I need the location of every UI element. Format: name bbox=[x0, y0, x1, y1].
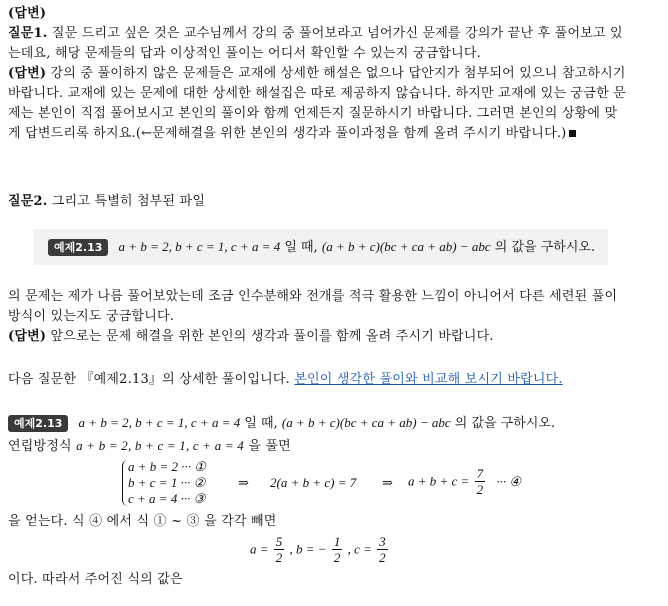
fraction-a: $\frac{5}{2}$ bbox=[275, 534, 283, 565]
sum-equation: 2(a + b + c) = 7 bbox=[270, 475, 357, 490]
answer1-line1: (답변) 강의 중 풀이하지 않은 문제들은 교재에 상세한 해설은 없으나 답안지가 첨부되어 있으니 참고하시기 bbox=[8, 66, 626, 81]
arrow-1: ⇒ bbox=[238, 475, 249, 490]
equation-system bbox=[128, 459, 206, 507]
equation-2: b + c = 1 ··· ② bbox=[128, 475, 206, 490]
example-badge: 예제2.13 bbox=[48, 239, 108, 256]
answer2-line: (답변) 앞으로는 문제 해결을 위한 본인의 생각과 풀이를 함께 올려 주시기 바랍니다. bbox=[8, 329, 494, 344]
example-statement-1: 예제2.13 a + b = 2, b + c = 1, c + a = 4 일 때, (a + b + c)(bc + ca + ab) − abc 의 값을 구하시오. bbox=[48, 238, 595, 257]
answer2-label: (답변) bbox=[8, 329, 47, 344]
answer1-line2: 바랍니다. 교재에 있는 문제에 대한 상세한 해설집은 따로 제공하지 않습니다. 하지만 교재에 있는 궁금한 문 bbox=[8, 86, 626, 101]
example-statement-2: 예제2.13 a + b = 2, b + c = 1, c + a = 4 일 때, (a + b + c)(bc + ca + ab) − abc 의 값을 구하시오. bbox=[8, 414, 555, 433]
answer1-line4: 게 답변드리록 하지요.(←문제해결을 위한 본인의 생각과 풀이과정을 함께 올려 주시기 바랍니다.) bbox=[8, 124, 576, 144]
followup-line2: 방식이 있는지도 궁금합니다. bbox=[8, 309, 175, 324]
answer-heading: (답변) bbox=[8, 6, 47, 21]
fraction-c: $\frac{3}{2}$ bbox=[379, 534, 386, 565]
sum-result: a + b + c = $\frac{7}{2}$ ··· ④ bbox=[408, 466, 521, 497]
question1-label: 질문1. bbox=[8, 26, 48, 41]
question1-line2: 는데요, 해당 문제들의 답과 이상적인 풀이는 어디서 확인할 수 있는지 궁금합니다. bbox=[8, 46, 482, 61]
fraction-seven-halves: $\frac{7}{2}$ bbox=[476, 466, 484, 497]
solution-intro-link[interactable]: 본인이 생각한 풀이와 비교해 보시기 바랍니다. bbox=[294, 372, 563, 387]
end-mark bbox=[569, 130, 576, 137]
fraction-b: $\frac{1}{2}$ bbox=[333, 534, 341, 565]
answer1-line3: 제는 본인이 직접 풀어보시고 본인의 풀이와 함께 언제든지 질문하시기 바랍니다. 그러면 본인의 상황에 맞 bbox=[8, 106, 618, 121]
example-badge: 예제2.13 bbox=[8, 415, 68, 432]
subtract-line: 을 얻는다. 식 ④ 에서 식 ① ~ ③ 을 각각 빼면 bbox=[8, 514, 277, 529]
followup-line1: 의 문제는 제가 나름 풀어보았는데 조금 인수분해와 전개를 적극 활용한 느낌이 아니어서 다른 세련된 풀이 bbox=[8, 289, 618, 304]
question2-line: 질문2. 그리고 특별히 첨부된 파일 bbox=[8, 194, 206, 209]
equation-3: c + a = 4 ··· ③ bbox=[128, 491, 206, 506]
question2-label: 질문2. bbox=[8, 194, 48, 209]
arrow-2: ⇒ bbox=[382, 475, 393, 490]
system-intro: 연립방정식 a + b = 2, b + c = 1, c + a = 4 을 풀면 bbox=[8, 438, 291, 454]
question1-line1: 질문1. 질문 드리고 싶은 것은 교수님께서 강의 중 풀어보라고 넘어가신 문제를 강의가 끝난 후 풀어보고 있 bbox=[8, 26, 623, 41]
answer1-label: (답변) bbox=[8, 66, 47, 81]
values-line: a = $\frac{5}{2}$ , b = − $\frac{1}{2}$ , c = $\frac{3}{2}$ bbox=[250, 534, 386, 565]
closing-line: 이다. 따라서 주어진 식의 값은 bbox=[8, 572, 183, 587]
solution-intro: 다음 질문한 『예제2.13』의 상세한 풀이입니다. 본인이 생각한 풀이와 비교해 보시기 바랍니다. bbox=[8, 372, 563, 387]
equation-1: a + b = 2 ··· ① bbox=[128, 459, 206, 474]
